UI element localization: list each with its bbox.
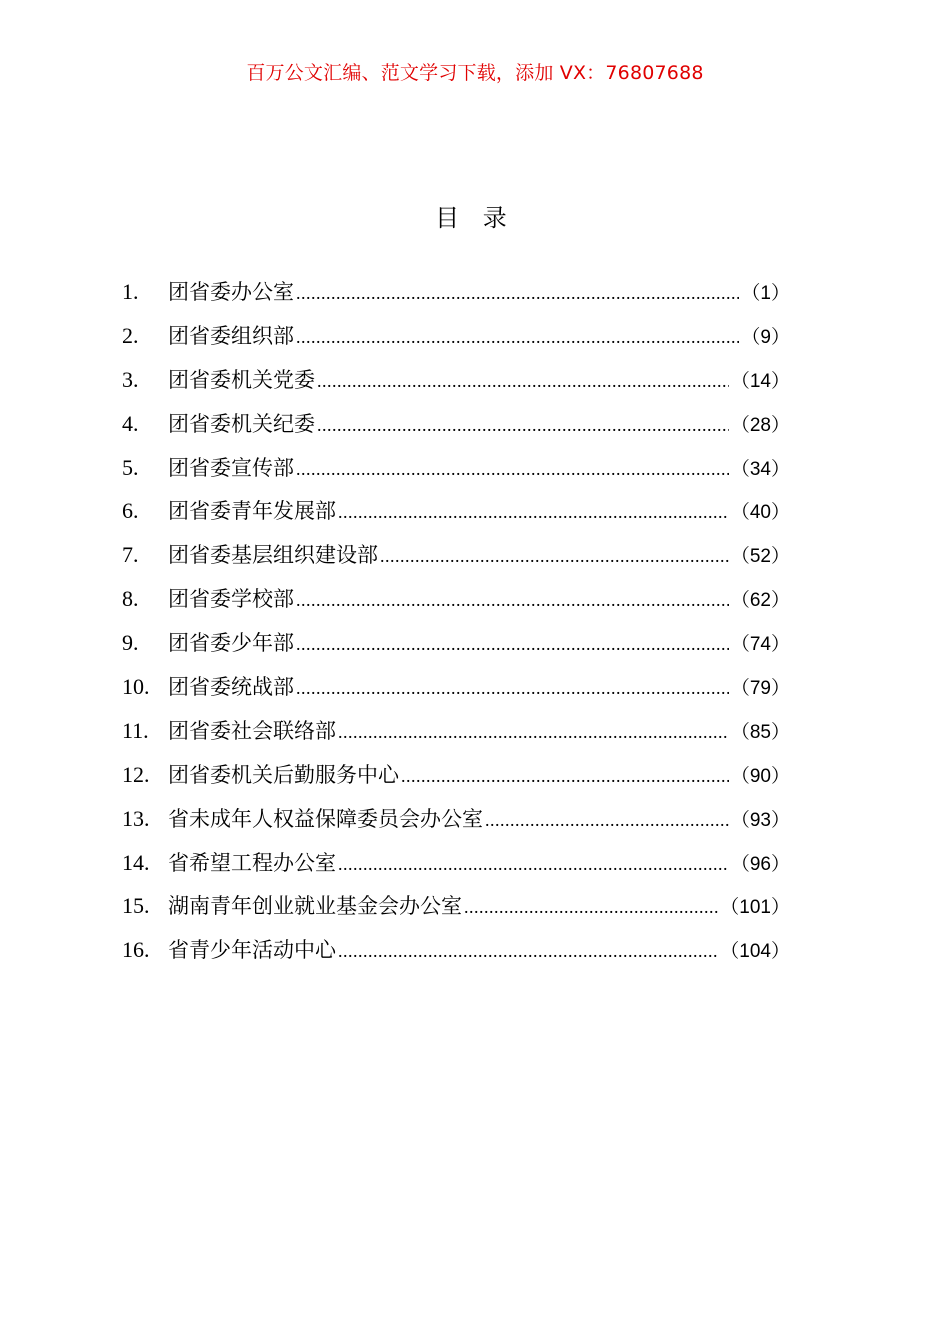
- toc-entry-page: （28）: [730, 414, 790, 436]
- toc-entry-page: （9）: [741, 326, 790, 348]
- toc-entry-page: （14）: [730, 370, 790, 392]
- toc-entry-label: 团省委少年部: [168, 631, 294, 656]
- toc-entry-page: （79）: [730, 678, 790, 700]
- toc-entry-number: 14.: [122, 849, 150, 875]
- toc-entry-label: 省青少年活动中心: [168, 938, 336, 963]
- toc-entry-page: （104）: [720, 941, 790, 963]
- toc-entry: [122, 276, 802, 320]
- toc-entry: [122, 803, 802, 847]
- toc-dot-leader: [338, 502, 729, 523]
- toc-entry-page: （34）: [730, 458, 790, 480]
- page-title: 目 录: [435, 204, 515, 232]
- toc-entry-number: 5.: [122, 454, 139, 480]
- toc-entry-number: 9.: [122, 630, 139, 656]
- toc-entry-page: （74）: [730, 634, 790, 656]
- toc-entry-number: 7.: [122, 542, 139, 568]
- toc-dot-leader: [464, 897, 718, 918]
- toc-entry: [122, 452, 802, 496]
- toc-dot-leader: [296, 283, 739, 304]
- toc-entry-label: 团省委机关后勤服务中心: [168, 762, 399, 787]
- toc-entry-label: 省希望工程办公室: [168, 850, 336, 875]
- toc-dot-leader: [296, 678, 729, 699]
- toc-entry-page: （96）: [730, 853, 790, 875]
- toc-entry-page: （62）: [730, 590, 790, 612]
- toc-entry: [122, 671, 802, 715]
- toc-dot-leader: [317, 415, 729, 436]
- toc-dot-leader: [296, 634, 729, 655]
- toc-entry-label: 团省委组织部: [168, 323, 294, 348]
- toc-entry-label: 团省委基层组织建设部: [168, 543, 378, 568]
- toc-entry-number: 13.: [122, 805, 150, 831]
- toc-entry: [122, 495, 802, 539]
- toc-entry-page: （40）: [730, 502, 790, 524]
- toc-dot-leader: [338, 722, 729, 743]
- toc-entry-number: 6.: [122, 498, 139, 524]
- toc-entry-label: 团省委统战部: [168, 675, 294, 700]
- toc-entry-number: 2.: [122, 322, 139, 348]
- toc-entry: [122, 890, 802, 934]
- toc-entry-number: 15.: [122, 893, 150, 919]
- toc-entry: [122, 934, 802, 978]
- toc-dot-leader: [401, 766, 729, 787]
- toc-dot-leader: [317, 371, 729, 392]
- toc-entry-number: 1.: [122, 279, 139, 304]
- toc-entry-number: 8.: [122, 586, 139, 612]
- toc-dot-leader: [296, 590, 729, 611]
- toc-entry-label: 湖南青年创业就业基金会办公室: [168, 894, 462, 919]
- toc-entry-page: （52）: [730, 546, 790, 568]
- toc-entry-page: （90）: [730, 765, 790, 787]
- toc-entry: [122, 408, 802, 452]
- toc-entry-label: 团省委社会联络部: [168, 718, 336, 743]
- toc-dot-leader: [338, 854, 729, 875]
- toc-entry-number: 16.: [122, 937, 150, 963]
- toc-entry: [122, 539, 802, 583]
- toc-entry-label: 团省委机关纪委: [168, 411, 315, 436]
- toc-entry: [122, 583, 802, 627]
- toc-dot-leader: [485, 810, 729, 831]
- toc-dot-leader: [380, 546, 729, 567]
- toc-entry-number: 4.: [122, 410, 139, 436]
- toc-entry-label: 团省委青年发展部: [168, 499, 336, 524]
- toc-entry-page: （1）: [741, 283, 790, 304]
- toc-entry-label: 省未成年人权益保障委员会办公室: [168, 806, 483, 831]
- toc-entry: [122, 759, 802, 803]
- table-of-contents: [122, 276, 802, 978]
- toc-entry-number: 12.: [122, 761, 150, 787]
- header-watermark: 百万公文汇编、范文学习下载，添加 VX：76807688: [246, 62, 704, 84]
- toc-entry-label: 团省委学校部: [168, 587, 294, 612]
- toc-dot-leader: [338, 941, 718, 962]
- toc-entry-number: 10.: [122, 674, 150, 700]
- toc-entry-number: 11.: [122, 717, 149, 743]
- toc-entry-label: 团省委办公室: [168, 280, 294, 304]
- toc-entry-page: （101）: [720, 897, 790, 919]
- toc-entry: [122, 847, 802, 891]
- toc-entry-number: 3.: [122, 366, 139, 392]
- toc-dot-leader: [296, 459, 729, 480]
- toc-entry: [122, 364, 802, 408]
- toc-entry-page: （93）: [730, 809, 790, 831]
- toc-entry: [122, 627, 802, 671]
- toc-entry: [122, 715, 802, 759]
- toc-entry-page: （85）: [730, 721, 790, 743]
- toc-entry-label: 团省委宣传部: [168, 455, 294, 480]
- toc-entry: [122, 320, 802, 364]
- toc-dot-leader: [296, 327, 739, 348]
- toc-entry-label: 团省委机关党委: [168, 367, 315, 392]
